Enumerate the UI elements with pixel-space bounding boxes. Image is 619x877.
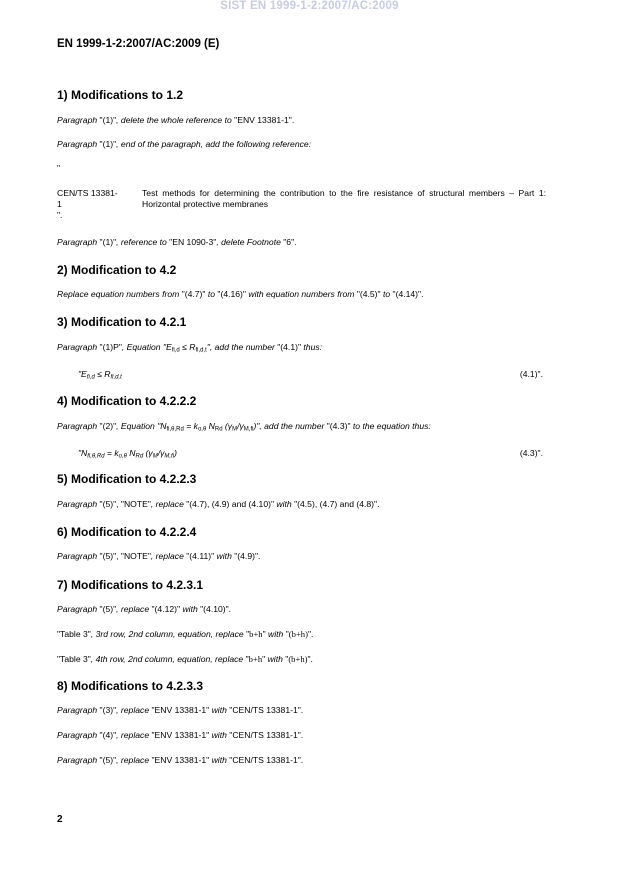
section-3-paragraph: Paragraph "(1)P", Equation "$E_{fi,d} \le R_{fi,d,t}$", add the number "(4.1)" thus: bbox=[57, 342, 323, 354]
section-5-heading: 5) Modification to 4.2.2.3 bbox=[57, 472, 197, 486]
section-8-heading: 8) Modifications to 4.2.3.3 bbox=[57, 679, 204, 693]
section-1-paragraph-3: Paragraph "(1)", reference to "EN 1090-3", delete Footnote "6". bbox=[57, 237, 297, 247]
watermark-header: SIST EN 1999-1-2:2007/AC:2009 bbox=[220, 0, 399, 12]
section-1-heading: 1) Modifications to 1.2 bbox=[57, 88, 184, 102]
section-1-paragraph-2: Paragraph "(1)", end of the paragraph, add the following reference: bbox=[57, 139, 312, 149]
section-7-paragraph-3: "Table 3", 4th row, 2nd column, equation, replace "b+h" with "(b+h)". bbox=[57, 654, 313, 664]
section-7-heading: 7) Modifications to 4.2.3.1 bbox=[57, 578, 204, 592]
section-6-heading: 6) Modification to 4.2.2.4 bbox=[57, 525, 197, 539]
reference-title: Test methods for determining the contribution to the fire resistance of structural members – Part 1: Horizontal protective membranes bbox=[142, 188, 546, 209]
section-2-paragraph: Replace equation numbers from "(4.7)" to "(4.16)" with equation numbers from "(4.5)" to "(4.14)". bbox=[57, 289, 424, 299]
section-7-paragraph-2: "Table 3", 3rd row, 2nd column, equation, replace "b+h" with "(b+h)". bbox=[57, 629, 314, 639]
section-1-paragraph-1: Paragraph "(1)", delete the whole reference to "ENV 13381-1". bbox=[57, 115, 295, 125]
reference-code: CEN/TS 13381- 1 ". bbox=[57, 188, 118, 220]
equation-number-4-3: (4.3)". bbox=[519, 448, 543, 458]
section-8-paragraph-2: Paragraph "(4)", replace "ENV 13381-1" with "CEN/TS 13381-1". bbox=[57, 730, 304, 740]
section-8-paragraph-3: Paragraph "(5)", replace "ENV 13381-1" with "CEN/TS 13381-1". bbox=[57, 755, 304, 765]
section-6-paragraph: Paragraph "(5)", "NOTE", replace "(4.11)" with "(4.9)". bbox=[57, 551, 261, 561]
section-4-heading: 4) Modification to 4.2.2.2 bbox=[57, 394, 197, 408]
section-7-paragraph-1: Paragraph "(5)", replace "(4.12)" with "(4.10)". bbox=[57, 604, 232, 614]
section-4-paragraph: Paragraph "(2)", Equation "$N_{fi,\theta,Rd} = k_{o,\theta}$ $N_{Rd}$ $(\gamma_M/\gamma_{M,fi})$", add the number "(4.3)" to the equation thus: bbox=[57, 421, 431, 433]
document-title: EN 1999-1-2:2007/AC:2009 (E) bbox=[57, 38, 220, 50]
equation-4-3: "$N_{fi,\theta,Rd} = k_{o,\theta}$ $N_{Rd}$ $(\gamma_M/\gamma_{M,fi})$ bbox=[78, 448, 177, 460]
section-2-heading: 2) Modification to 4.2 bbox=[57, 263, 177, 277]
equation-4-1: "$E_{fi,d} \le R_{fi,d,t}$ bbox=[78, 369, 122, 381]
section-5-paragraph: Paragraph "(5)", "NOTE", replace "(4.7), (4.9) and (4.10)" with "(4.5), (4.7) and (4.8)". bbox=[57, 499, 380, 509]
section-8-paragraph-1: Paragraph "(3)", replace "ENV 13381-1" with "CEN/TS 13381-1". bbox=[57, 705, 304, 715]
section-3-heading: 3) Modification to 4.2.1 bbox=[57, 315, 187, 329]
reference-open-quote: " bbox=[57, 163, 61, 173]
equation-number-4-1: (4.1)". bbox=[519, 369, 543, 379]
page-number: 2 bbox=[57, 814, 63, 825]
